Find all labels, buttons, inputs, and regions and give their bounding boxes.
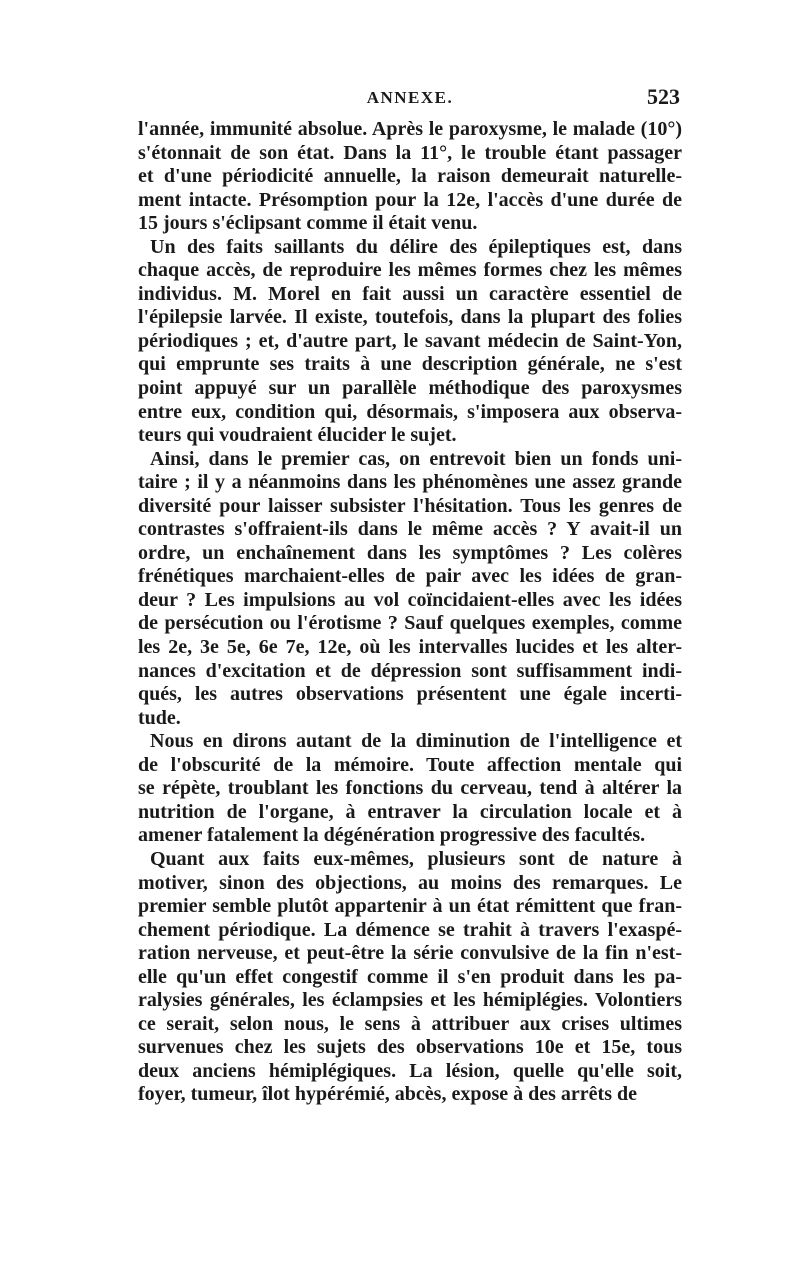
text-line: ce serait, selon nous, le sens à attribuer aux crises ultimes [138, 1012, 682, 1035]
text-line: nutrition de l'organe, à entraver la circulation locale et à [138, 800, 682, 823]
text-line: l'épilepsie larvée. Il existe, toutefois, dans la plupart des folies [138, 306, 682, 329]
text-line: point appuyé sur un parallèle méthodique des paroxysmes [138, 377, 682, 400]
text-line: périodiques ; et, d'autre part, le savant médecin de Saint-Yon, [138, 329, 682, 352]
text-line: tude. [138, 706, 181, 729]
paragraph [138, 848, 682, 1107]
header-title: ANNEXE. [366, 88, 454, 107]
paragraph [138, 236, 682, 448]
text-line: ment intacte. Présomption pour la 12e, l'accès d'une durée de [138, 188, 682, 211]
text-line: taire ; il y a néanmoins dans les phénomènes une assez grande [138, 471, 682, 494]
page-number: 523 [647, 84, 680, 109]
text-line: frénétiques marchaient-elles de pair avec les idées de gran- [138, 565, 682, 588]
text-line: s'étonnait de son état. Dans la 11°, le trouble étant passager [138, 141, 682, 164]
text-line: survenues chez les sujets des observations 10e et 15e, tous [138, 1036, 682, 1059]
paragraph [138, 118, 682, 236]
text-line: entre eux, condition qui, désormais, s'imposera aux observa- [138, 400, 682, 423]
text-line: Un des faits saillants du délire des épileptiques est, dans [150, 235, 682, 258]
text-line: ration nerveuse, et peut-être la série convulsive de la fin n'est- [138, 942, 682, 965]
text-line: l'année, immunité absolue. Après le paroxysme, le malade (10°) [138, 118, 682, 140]
text-line: ordre, un enchaînement dans les symptômes ? Les colères [138, 541, 682, 564]
running-header [140, 84, 680, 122]
text-line: deur ? Les impulsions au vol coïncidaient-elles avec les idées [138, 588, 682, 611]
text-line: 15 jours s'éclipsant comme il était venu. [138, 212, 478, 235]
text-line: premier semble plutôt appartenir à un état rémittent que fran- [138, 895, 682, 918]
text-line: diversité pour laisser subsister l'hésitation. Tous les genres de [138, 494, 682, 517]
text-line: Nous en dirons autant de la diminution de l'intelligence et [150, 730, 682, 753]
text-line: motiver, sinon des objections, au moins des remarques. Le [138, 871, 682, 894]
text-line: nances d'excitation et de dépression sont suffisamment indi- [138, 659, 682, 682]
text-line: Quant aux faits eux-mêmes, plusieurs sont de nature à [150, 847, 682, 870]
text-line: deux anciens hémiplégiques. La lésion, quelle qu'elle soit, [138, 1059, 682, 1082]
text-line: chement périodique. La démence se trahit à travers l'exaspé- [138, 918, 682, 941]
text-line: amener fatalement la dégénération progressive des facultés. [138, 824, 646, 847]
text-line: elle qu'un effet congestif comme il s'en produit dans les pa- [138, 965, 682, 988]
body-text [138, 118, 682, 1107]
text-line: et d'une périodicité annuelle, la raison demeurait naturelle- [138, 165, 682, 188]
text-line: qui emprunte ses traits à une description générale, ne s'est [138, 353, 682, 376]
text-line: foyer, tumeur, îlot hypérémié, abcès, expose à des arrêts de [138, 1083, 637, 1106]
text-line: contrastes s'offraient-ils dans le même accès ? Y avait-il un [138, 518, 682, 541]
text-line: chaque accès, de reproduire les mêmes formes chez les mêmes [138, 259, 682, 282]
text-line: ralysies générales, les éclampsies et les hémiplégies. Volontiers [138, 989, 682, 1012]
text-line: de l'obscurité de la mémoire. Toute affection mentale qui [138, 753, 682, 776]
text-line: de persécution ou l'érotisme ? Sauf quelques exemples, comme [138, 612, 682, 635]
text-line: individus. M. Morel en fait aussi un caractère essentiel de [138, 282, 682, 305]
text-line: se répète, troublant les fonctions du cerveau, tend à altérer la [138, 777, 682, 800]
text-line: teurs qui voudraient élucider le sujet. [138, 424, 457, 447]
text-line: Ainsi, dans le premier cas, on entrevoit bien un fonds uni- [150, 447, 682, 470]
paragraph [138, 730, 682, 848]
text-line: qués, les autres observations présentent une égale incerti- [138, 683, 682, 706]
paragraph [138, 448, 682, 731]
text-line: les 2e, 3e 5e, 6e 7e, 12e, où les intervalles lucides et les alter- [138, 636, 682, 659]
